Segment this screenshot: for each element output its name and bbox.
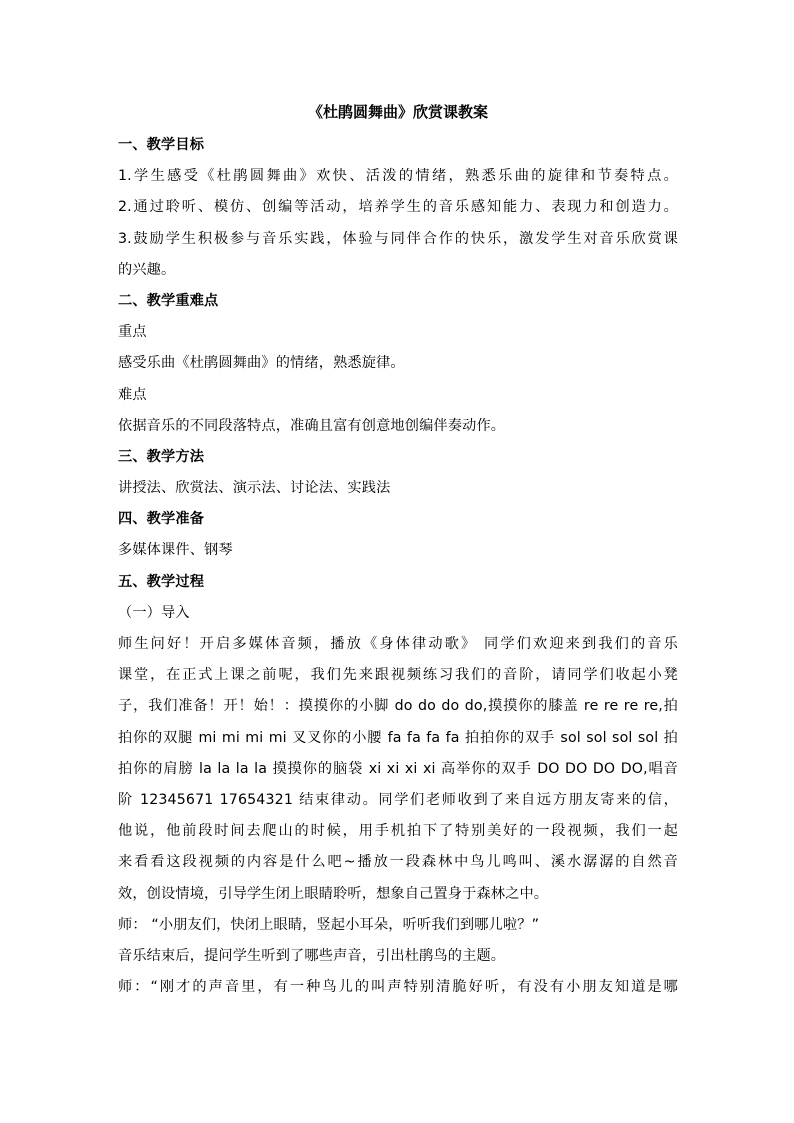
section-heading: 五、教学过程 bbox=[118, 573, 205, 590]
body-text-line: 他说，他前段时间去爬山的时候，用手机拍下了特别美好的一段视频，我们一起 bbox=[118, 823, 678, 840]
body-text-line: 讲授法、欣赏法、演示法、讨论法、实践法 bbox=[118, 480, 391, 497]
section-heading: 二、教学重难点 bbox=[118, 292, 219, 309]
body-text-line: 课堂，在正式上课之前呢，我们先来跟视频练习我们的音阶，请同学们收起小凳 bbox=[118, 667, 678, 684]
section-heading: 四、教学准备 bbox=[118, 511, 205, 528]
body-text-line: 拍你的肩膀 la la la la 摸摸你的脑袋 xi xi xi xi 高举你的双手 DO DO DO DO,唱音 bbox=[118, 760, 678, 777]
body-text-line: 师：“刚才的声音里，有一种鸟儿的叫声特别清脆好听，有没有小朋友知道是哪 bbox=[118, 979, 678, 996]
body-text-line: 的兴趣。 bbox=[118, 261, 176, 278]
body-text-line: 3.鼓励学生积极参与音乐实践，体验与同伴合作的快乐，激发学生对音乐欣赏课 bbox=[118, 230, 678, 247]
body-text-line: 师： “小朋友们，快闭上眼睛，竖起小耳朵，听听我们到哪儿啦？” bbox=[118, 916, 540, 933]
body-text-line: 音乐结束后，提问学生听到了哪些声音，引出杜鹃鸟的主题。 bbox=[118, 947, 506, 964]
document-title: 《杜鹃圆舞曲》欣赏课教案 bbox=[307, 103, 488, 121]
body-text-line: 2.通过聆听、模仿、创编等活动，培养学生的音乐感知能力、表现力和创造力。 bbox=[118, 199, 678, 216]
body-text-line: 子，我们准备！开！始！：摸摸你的小脚 do do do do,摸摸你的膝盖 re re re re,拍 bbox=[118, 698, 678, 715]
body-text-line: 重点 bbox=[118, 324, 147, 341]
document-body bbox=[118, 130, 678, 1003]
body-text-line: 多媒体课件、钢琴 bbox=[118, 542, 233, 559]
body-text-line: 效，创设情境，引导学生闭上眼睛聆听，想象自己置身于森林之中。 bbox=[118, 885, 549, 902]
body-text-line: 来看看这段视频的内容是什么吧~播放一段森林中鸟儿鸣叫、溪水潺潺的自然音 bbox=[118, 854, 678, 871]
document-page bbox=[118, 100, 678, 1003]
section-heading: 一、教学目标 bbox=[118, 137, 205, 153]
body-text-line: 拍你的双腿 mi mi mi mi 叉叉你的小腰 fa fa fa fa 拍拍你的双手 sol sol sol sol 拍 bbox=[118, 729, 678, 746]
body-text-line: 阶 12345671 17654321 结束律动。同学们老师收到了来自远方朋友寄来的信， bbox=[118, 791, 678, 808]
body-text-line: （一）导入 bbox=[118, 604, 190, 621]
body-text-line: 师生问好！开启多媒体音频，播放《身体律动歌》 同学们欢迎来到我们的音乐 bbox=[118, 636, 678, 652]
body-text-line: 1.学生感受《杜鹃圆舞曲》欢快、活泼的情绪，熟悉乐曲的旋律和节奏特点。 bbox=[118, 168, 678, 185]
body-text-line: 感受乐曲《杜鹃圆舞曲》的情绪，熟悉旋律。 bbox=[118, 355, 405, 372]
section-heading: 三、教学方法 bbox=[118, 448, 205, 465]
body-text-line: 依据音乐的不同段落特点，准确且富有创意地创编伴奏动作。 bbox=[118, 417, 506, 434]
body-text-line: 难点 bbox=[118, 386, 147, 403]
